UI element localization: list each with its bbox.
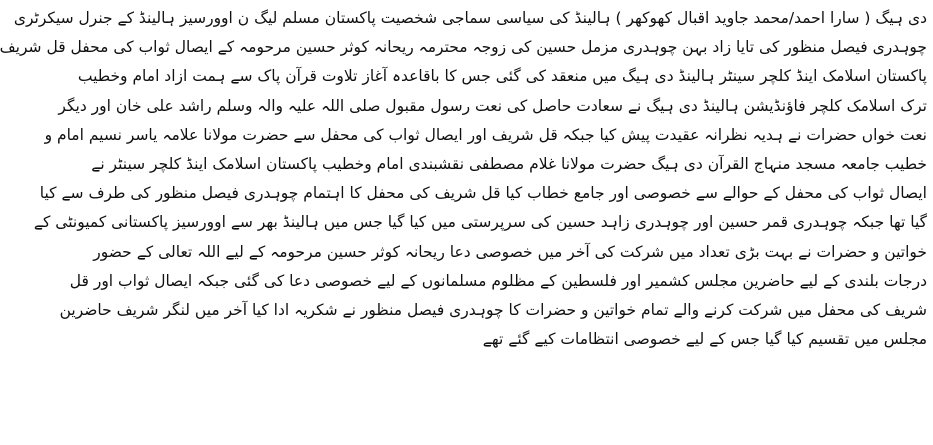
article-line-3: پاکستان اسلامک اینڈ کلچر سینٹر ہالینڈ دی ہیگ میں منعقد کی گئی جس کا باقاعدہ آغاز تلاوت قرآن پاک سے ہمت ازاد امام وخطیب <box>77 67 927 86</box>
article-line-5: نعت خواں حضرات نے ہدیہ نظرانہ عقیدت پیش کیا جبکہ قل شریف اور ایصال ثواب کی محفل سے حضرت مولانا علامہ یاسر نسیم امام و <box>44 125 927 144</box>
article-line-11: شریف کی محفل میں شرکت کرنے والے تمام خواتین و حضرات کا چوہدری فیصل منظور نے شکریہ ادا کیا آخر میں لنگر شریف حاضرین <box>59 300 927 319</box>
article-line-4: ترک اسلامک کلچر فاؤنڈیشن ہالینڈ دی ہیگ نے سعادت حاصل کی نعت رسول مقبول صلی اللہ علیہ والہ وسلم راشد علی خان اور دیگر <box>58 96 927 115</box>
article-line-1: دی ہیگ ( سارا احمد/محمد جاوید اقبال کھوکھر ) ہالینڈ کی سیاسی سماجی شخصیت پاکستان مسلم لیگ ن اوورسیز ہالینڈ کے جنرل سیکرٹری <box>13 9 927 27</box>
article-line-12: مجلس میں تقسیم کیا گیا جس کے لیے خصوصی انتظامات کیے گئے تھے <box>482 330 927 349</box>
article-line-10: درجات بلندی کے لیے حاضرین مجلس کشمیر اور فلسطین کے مظلوم مسلمانوں کے لیے خصوصی دعا کی گئی جبکہ ایصال ثواب اور قل <box>69 271 927 290</box>
article-line-6: خطیب جامعہ مسجد منہاج القرآن دی ہیگ حضرت مولانا غلام مصطفی نقشبندی امام وخطیب پاکستان اسلامک اینڈ کلچر سینٹر نے <box>91 154 927 173</box>
article-line-8: گیا تھا جبکہ چوہدری قمر حسین اور چوہدری زاہد حسین کی سرپرستی میں کیا گیا جس میں ہالینڈ بھر سے اوورسیز پاکستانی کمیونٹی کے <box>33 213 927 232</box>
article-line-7: ایصال ثواب کی محفل کے حوالے سے خصوصی اور جامع خطاب کیا قل شریف کی محفل کا اہتمام چوہدری فیصل منظور کی طرف سے کیا <box>39 184 927 203</box>
article-line-2: چوہدری فیصل منظور کی تایا زاد بہن چوہدری مزمل حسین کی زوجہ محترمہ ریحانہ کوثر حسین مرحومہ کے ایصال ثواب کی محفل قل شریف <box>0 38 927 57</box>
article-line-9: خواتین و حضرات نے بہت بڑی تعداد میں شرکت کی آخر میں خصوصی دعا ریحانہ کوثر حسین مرحومہ کے لیے اللہ تعالی کے حضور <box>93 242 927 261</box>
